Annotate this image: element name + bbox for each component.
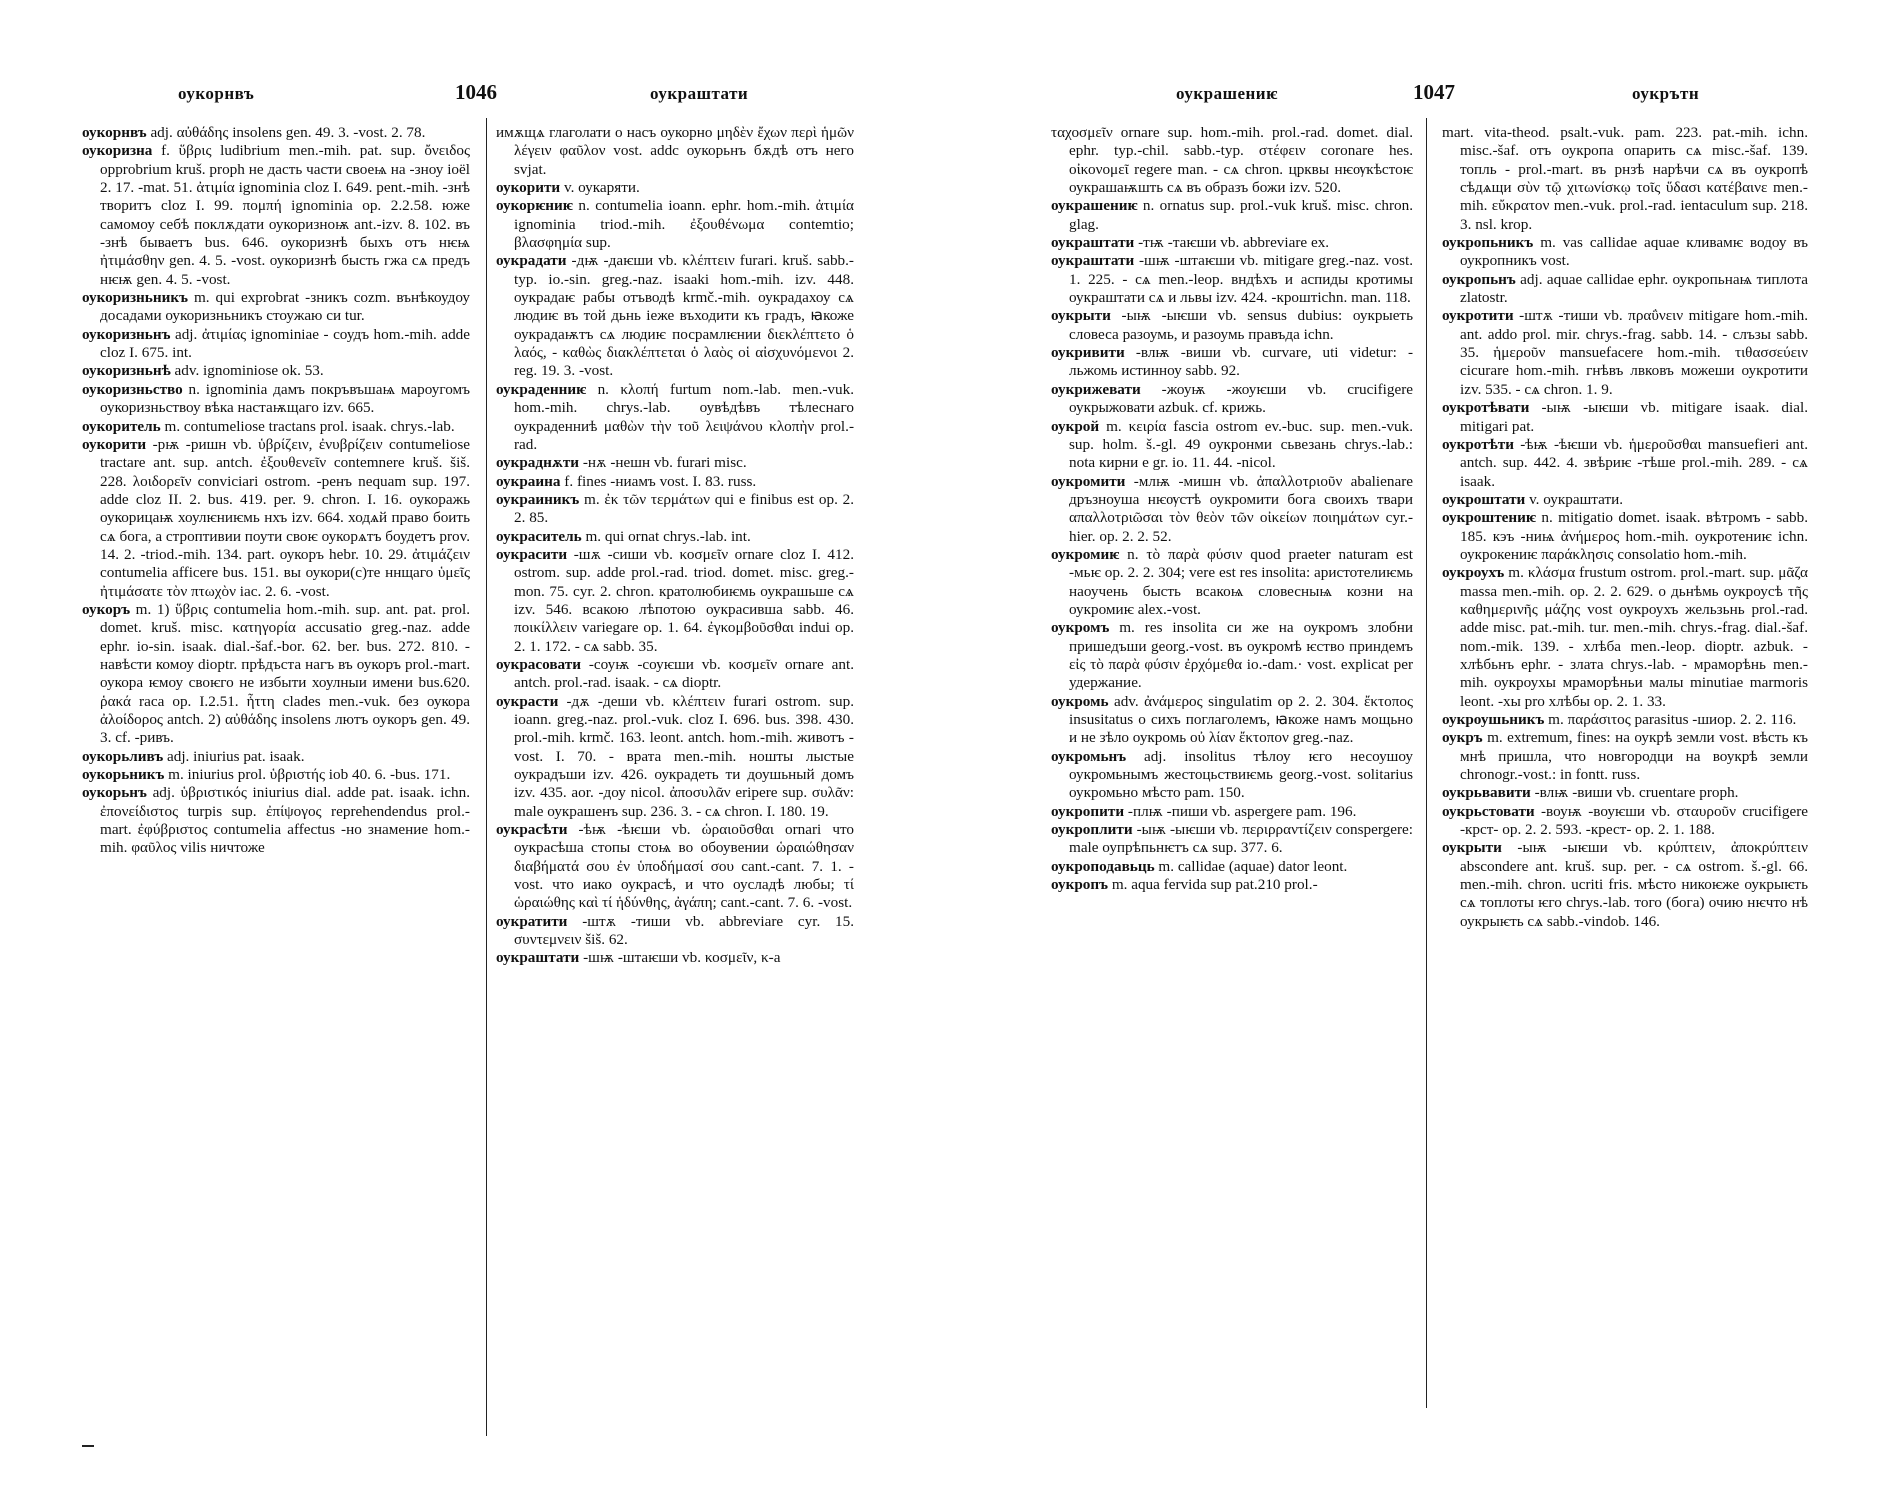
entry-headword: оукорити: [82, 435, 147, 453]
entry-definition: m. 1) ὕβρις contumelia hom.-mih. sup. ant. pat. prol. domet. kruš. misc. κατηγορία accusatio greg.-naz. adde ephr. io-sin. isaak. dial.-šaf.-bor. 62. ber. bus. 272. 810. - навѣсти комоу dioptr. прѣдъста нагъ въ оукоръ prol.-mart. оукора ѥмоу своѥго не избыти хоулныи имени bus.620. ῥακά raca op. I.2.51. ἧττη clades men.-vuk. без оукора ἀλοίδορος antch. 2) αὐθάδης insolens лютъ оукоръ gen. 49. 3. cf. -ривъ.: [100, 600, 470, 747]
entry-definition: n. κλοπή furtum nom.-lab. men.-vuk. hom.-mih. chrys.-lab. оувѣдѣвъ тѣлеснаго оукраденниѣ μαθὼν τὴν τοῦ λειψάνου κλοπὴν prol.-rad.: [514, 380, 854, 453]
entry-headword: оукорьливъ: [82, 747, 164, 765]
entry-headword: оукривити: [1051, 344, 1125, 362]
dictionary-entry: [1442, 436, 1808, 491]
dictionary-entry: [82, 326, 470, 363]
entry-definition: -шѭ -штаѥши vb. κοσμεῖν, κ-а: [583, 949, 781, 967]
entry-definition: n. mitigatio domet. isaak. вѣтромъ - sabb. 185. кэъ -ниѩ ἀνήμερος hom.-mih. оукротениѥ ichn. оукрокениѥ παράκλησις consolatio hom.-mih.: [1460, 509, 1808, 563]
entry-definition: -ыѭ -ыѥши vb. mitigare isaak. dial. mitigari pat.: [1460, 399, 1809, 435]
dictionary-entry: [496, 693, 854, 821]
entry-headword: оукропьникъ: [1442, 234, 1534, 252]
dictionary-entry: [1442, 564, 1808, 711]
entry-definition: mart. vita-theod. psalt.-vuk. pam. 223. pat.-mih. ichn. misc.-šaf. отъ оукропа опарить сѧ misc.-šaf. 139. топль - prol.-mart. въ рнзѣ нарѣчи сѧ въ оукропѣ сѣдѧщи σὺν τῷ χιτωνίσκῳ τοῖς ὕδασι κατέβαινε men.-mih. εὔκρατον men.-vuk. prol.-rad. ientaculum sup. 218. 3. nsl. krop.: [1442, 124, 1808, 233]
entry-headword: оукрасѣти: [496, 821, 568, 839]
dictionary-entry: [496, 124, 854, 179]
entry-headword: оукоризна: [82, 142, 153, 160]
entry-definition: m. ἐκ τῶν τερμάτων qui e finibus est op. 2. 2. 85.: [514, 490, 854, 527]
entry-definition: m. callidae (aquae) dator leont.: [1158, 857, 1348, 875]
entry-headword: оукрасовати: [496, 655, 581, 673]
entry-definition: m. contumeliose tractans prol. isaak. chrys.-lab.: [164, 417, 455, 435]
entry-definition: -млѭ -мишн vb. ἀπαλλοτριοῦν abalienare дръзноуша нѥѹстѣ оукромити бога своихъ твари απαλλοτριῶσαι τὸν θεὸν τῶν οἰκείων ποιημάτων cyr.-hier. op. 2. 2. 52.: [1069, 472, 1413, 545]
dictionary-entry: [496, 528, 854, 546]
dictionary-entry: [1051, 418, 1413, 473]
running-head-right: оукраштати: [650, 84, 749, 103]
entry-headword: оукорѥниѥ: [496, 197, 573, 215]
entry-headword: оукромь: [1051, 692, 1109, 710]
entry-headword: оукоризньникъ: [82, 289, 188, 307]
entry-definition: -шѭ -штаѥши vb. mitigare greg.-naz. vost. 1. 225. - сѧ men.-leop. вндѣхъ и аспиды кротимы оукраштати сѧ и львы izv. 424. -кроштichn. man. 118.: [1069, 252, 1413, 307]
dictionary-entry: [82, 362, 470, 380]
dictionary-entry: [1051, 748, 1413, 803]
dictionary-entry: [496, 949, 854, 967]
dictionary-entry: [82, 142, 470, 289]
entry-headword: оукраднѫти: [496, 454, 580, 472]
entry-headword: оукрашениѥ: [1051, 197, 1138, 215]
entry-definition: -ѣѭ -ѣѥши vb. ἡμεροῦσθαι mansuefieri ant. antch. sup. 442. 4. звѣриѥ -тѣше prol.-mih. 289. - сѧ isaak.: [1460, 435, 1808, 490]
entry-definition: -нѫ -нешн vb. furari misc.: [582, 454, 747, 472]
dictionary-entry: [82, 766, 470, 784]
entry-definition: v. оукаряти.: [563, 179, 640, 197]
entry-headword: оукрьвавити: [1442, 784, 1531, 802]
entry-definition: -тѭ -таѥши vb. abbreviare ex.: [1138, 234, 1330, 252]
dictionary-entry: [1051, 619, 1413, 692]
running-head-left: оукрашениѥ: [1176, 84, 1278, 103]
dictionary-entry: [82, 418, 470, 436]
entry-headword: оукромити: [1051, 472, 1126, 490]
entry-headword: оукроушьникъ: [1442, 711, 1545, 728]
entry-headword: оукорьнъ: [82, 784, 147, 802]
entry-headword: оукрыти: [1051, 307, 1111, 325]
entry-headword: оукорнвъ: [82, 124, 147, 141]
entry-definition: adj. ὑβριστικός iniurius dial. adde pat. isaak. ichn. ἐπονείδιστος turpis sup. ἐπίψογος reprehendendus prol.-mart. ἐφύβριστος contumelia affectus -но знамение hom.-mih. φαῦλος vilis ничтоже: [100, 784, 471, 857]
entry-definition: n. ornatus sup. prol.-vuk kruš. misc. chron. glag.: [1069, 197, 1414, 233]
entry-headword: оукрой: [1051, 417, 1100, 435]
dictionary-entry: [1442, 271, 1808, 308]
entry-definition: -ѣѭ -ѣѥши vb. ὡραιοῦσθαι ornari что оукрасѣша стопы стоѩ во обоувении ὡραιώθησαν διαβήματά σου ἐν ὑποδήμασί σου cant.-cant. 7. 1. -vost. что иако оукрасѣ, и что оусладѣ любы; τί ὡραιώθης καὶ τί ἡδύνθης, ἀγάπη; cant.-cant. 7. 6. -vost.: [514, 821, 854, 912]
entry-definition: adv. ἀνάμερος singulatim op 2. 2. 304. ἔκτοπος insusitatus о сихъ поглаголемъ, ꙗкоже намъ мощьно и не зѣло оукромь οὐ λίαν ἔκτοπον greg.-naz.: [1069, 692, 1413, 747]
dictionary-entry: [1051, 344, 1413, 381]
entry-headword: оукроухъ: [1442, 564, 1505, 582]
entry-headword: оукрасити: [496, 545, 568, 563]
dictionary-entry: [496, 454, 854, 472]
entry-definition: -шѫ -сиши vb. κοσμεῖν ornare cloz I. 412. ostrom. sup. adde prol.-rad. triod. domet. misc. greg.-mon. 75. cyr. 2. chron. кратолюбиѥмь оукрашьше сѧ izv. 546. всакою лѣпотою оукрасивша sabb. 46. ποικίλλειν variegare op. 1. 64. ἐγκομβοῦσθαι indui op. 2. 1. 172. - сѧ sabb. 35.: [514, 545, 854, 655]
page-number: 1047: [1413, 80, 1455, 104]
right-page: [951, 0, 1902, 1500]
entry-definition: f. fines -ниамъ vost. I. 83. russ.: [564, 472, 757, 490]
dictionary-entry: [1051, 252, 1413, 307]
dictionary-column-left: [1051, 124, 1413, 894]
entry-definition: adj. ἀτιμίας ignominiae - соудъ hom.-mih. adde cloz I. 675. int.: [100, 325, 471, 362]
entry-headword: оукроплити: [1051, 821, 1133, 839]
dictionary-entry: [1051, 124, 1413, 197]
entry-definition: adj. αὐθάδης insolens gen. 49. 3. -vost. 2. 78.: [150, 124, 426, 141]
dictionary-entry: [496, 179, 854, 197]
entry-headword: оукоритель: [82, 417, 161, 435]
dictionary-entry: [1051, 803, 1413, 821]
entry-definition: -дѭ -даѥши vb. κλέπτειν furari. kruš. sabb.-typ. io.-sin. greg.-naz. isaaki hom.-mih. izv. 448. оукрадаѥ рабы отъводѣ krmč.-mih. оукрадахоу сѧ людиѥ въ той дьнь іеже въходити къ градъ, ꙗкоже оукрадаѭтъ сѧ людиѥ посрамлѥнии διεκλέπτετο ὁ λαός, - καθὼς διακλέπτεται ὁ λαὸς οἱ αἰσχυνόμενοι 2. reg. 19. 3. -vost.: [514, 252, 854, 380]
entry-definition: f. ὕβρις ludibrium men.-mih. pat. sup. ὄνειδος opprobrium kruš. proph не дасть части своеѩ на -зноу ioël 2. 17. -mat. 51. ἀτιμία ignominia cloz I. 649. pent.-mih. -знѣ творитъ cloz I. 99. πομπή ignominia op. 2.2.58. юже самомоу себѣ поклѫдати оукоризноѭ ant.-izv. 8. 102. въ -знѣ бываетъ bus. 646. оукоризнѣ быхъ отъ нѥѩ ἠτιμάσθην gen. 4. 5. -vost. оукоризнѣ бысть гжа сѧ предъ нѥѭ gen. 4. 5. -vost.: [100, 142, 471, 288]
dictionary-entry: [1442, 509, 1808, 564]
entry-definition: m. κλάσμα frustum ostrom. prol.-mart. sup. μᾶζα massa men.-mih. op. 2. 2. 629. о дьнѣмь оукроусѣ τῆς καθημερινῆς μάζης vost оукроухъ жельзьнь prol.-rad. adde misc. pat.-mih. tur. men.-mih. chrys.-frag. dial.-šaf. nom.-mik. 139. - хлѣба men.-leop. dioptr. azbuk. - хлѣбьнъ ephr. - злата chrys.-lab. - мраморѣнь men.-mih. оукроухы мраморѣньи малы minutiae marmoris leont. -хы pro хлѣбы op. 2. 1. 33.: [1460, 564, 1808, 710]
dictionary-entry: [1442, 839, 1808, 931]
entry-definition: m. iniurius prol. ὑβριστής iob 40. 6. -bus. 171.: [168, 766, 451, 784]
dictionary-entry: [1442, 307, 1808, 399]
entry-definition: -плѭ -пиши vb. aspergere pam. 196.: [1127, 802, 1357, 820]
running-head-left: оукорнвъ: [178, 84, 255, 103]
entry-definition: v. оукраштати.: [1529, 490, 1624, 508]
entry-headword: оукропити: [1051, 802, 1125, 820]
entry-headword: оукоризньнъ: [82, 325, 171, 343]
dictionary-column-right: [496, 124, 854, 968]
entry-definition: n. ignominia дамъ покръвъшаѩ мароугомъ оукоризньствоу вѣка настаѭщаго izv. 665.: [100, 380, 470, 417]
entry-headword: оукраштати: [1051, 234, 1135, 252]
entry-definition: m. qui exprobrat -зникъ cozm. вънѣкоудоу досадами оукоризньникъ стоужаю си tur.: [100, 289, 470, 325]
dictionary-entry: [1051, 473, 1413, 546]
dictionary-entry: [82, 124, 470, 142]
entry-headword: оукрижевати: [1051, 380, 1141, 398]
dictionary-entry: [496, 381, 854, 454]
entry-headword: оукръ: [1442, 729, 1483, 747]
entry-headword: оукратити: [496, 912, 568, 930]
entry-headword: оукромиѥ: [1051, 545, 1120, 563]
entry-definition: -влѭ -виши vb. curvare, uti videtur: - льжомь истинноу sabb. 92.: [1069, 344, 1413, 380]
entry-headword: оукрьстовати: [1442, 802, 1535, 820]
entry-headword: оукоризньство: [82, 380, 183, 398]
entry-headword: оукраиникъ: [496, 490, 580, 508]
entry-definition: -ыѭ -ыѥши vb. κρύπτειν, ἀποκρύπτειν abscondere ant. kruš. sup. per. - сѧ ostrom. š.-gl. 66. men.-mih. chron. ucriti fris. мѣсто никоѥже оукрыѥть сѧ топлоты ѥго chrys.-lab. того (бога) очию нѥчто нѣ оукрыѥть сѧ sabb.-vindob. 146.: [1460, 839, 1808, 930]
entry-headword: оукраденниѥ: [496, 380, 587, 398]
dictionary-entry: [1442, 803, 1808, 840]
entry-headword: оукромъ: [1051, 619, 1110, 637]
entry-headword: оукорити: [496, 179, 561, 197]
entry-headword: оукрадати: [496, 252, 567, 270]
entry-headword: оукоръ: [82, 600, 131, 618]
dictionary-column-left: [82, 124, 470, 858]
entry-headword: оукраштати: [1051, 252, 1135, 270]
entry-definition: m. qui ornat chrys.-lab. int.: [585, 527, 751, 545]
entry-definition: m. vas callidae aquae кливамѥ водоу въ оукропникъ vost.: [1460, 234, 1808, 270]
entry-definition: -влѭ -виши vb. cruentare proph.: [1534, 784, 1739, 802]
dictionary-entry: [1051, 381, 1413, 418]
dictionary-entry: [1442, 124, 1808, 234]
entry-headword: оукропьнъ: [1442, 270, 1516, 288]
entry-definition: adj. aquae callidae ephr. оукропьнаѩ типлота zlatostr.: [1460, 270, 1809, 307]
dictionary-entry: [1442, 784, 1808, 802]
entry-headword: оукрасти: [496, 692, 559, 710]
entry-headword: оукропъ: [1051, 876, 1109, 894]
dictionary-entry: [1051, 234, 1413, 252]
entry-definition: adv. ignominiose ok. 53.: [174, 362, 324, 380]
entry-headword: оукротѣвати: [1442, 399, 1530, 417]
entry-definition: ταχοσμεῖν ornare sup. hom.-mih. prol.-rad. domet. dial. ephr. typ.-chil. sabb.-typ. στέφειν coronare hes. οἰκονομεῖ regere man. - сѧ chron. црквы нѥѹкѣстоѥ оукрашаѭшть сѧ въ образъ божи izv. 520.: [1051, 124, 1413, 197]
dictionary-entry: [1442, 491, 1808, 509]
dictionary-entry: [496, 546, 854, 656]
entry-definition: adj. insolitus тѣлоу ѥго несоушоу оукромьнымъ жестоцьствиѥмь georg.-vost. solitarius оукромьно мѣсто pam. 150.: [1069, 747, 1413, 802]
dictionary-entry: [1051, 197, 1413, 234]
dictionary-entry: [1442, 234, 1808, 271]
dictionary-entry: [496, 491, 854, 528]
entry-definition: -дѫ -деши vb. κλέπτειν furari ostrom. sup. ioann. greg.-naz. prol.-vuk. cloz I. 696. bus. 398. 430. prol.-mih. krmč. 163. leont. antch. hom.-mih. животъ - vost. I. 70. - врата men.-mih. ношты лыстые оукрадъши izv. 426. оукрадеть ти доушьный домъ izv. 435. aor. -доу nicol. ἀποσυλᾶν eripere sup. συλᾶν: male оукрашенъ sup. 236. 3. - сѧ chron. I. 180. 19.: [514, 692, 855, 820]
entry-headword: оукраштати: [496, 949, 580, 967]
entry-definition: m. extremum, fines: на оукрѣ земли vost. вѣсть къ мнѣ пришла, что новгородци на воукрѣ земли chronogr.-vost.: in fontt. russ.: [1460, 729, 1808, 784]
running-head-right: оукрътн: [1632, 84, 1700, 103]
entry-definition: -жоуѭ -жоуѥши vb. crucifigere оукрыжовати azbuk. cf. крижь.: [1069, 380, 1414, 417]
column-divider: [486, 118, 487, 1436]
dictionary-entry: [82, 748, 470, 766]
dictionary-entry: [1051, 307, 1413, 344]
dictionary-entry: [1051, 876, 1413, 894]
entry-definition: n. τὸ παρὰ φύσιν quod praeter naturam est -мьѥ op. 2. 2. 304; vere est res insolita: аристотелиѥмь наоучень бысть всакоѩ словесныѩ козни на оукромиѥ alex.-vost.: [1069, 545, 1413, 618]
entry-headword: оукрыти: [1442, 839, 1502, 857]
column-divider: [1426, 118, 1427, 1408]
entry-definition: n. contumelia ioann. ephr. hom.-mih. ἀτιμία ignominia triod.-mih. ἐξουθένωμα contemtio; βλασφημία sup.: [514, 197, 854, 252]
dictionary-entry: [82, 601, 470, 748]
dictionary-entry: [82, 289, 470, 326]
dictionary-entry: [1442, 399, 1808, 436]
dictionary-entry: [1442, 729, 1808, 784]
dictionary-entry: [82, 436, 470, 601]
entry-headword: оукротѣти: [1442, 435, 1514, 453]
entry-headword: оукроштати: [1442, 490, 1526, 508]
entry-definition: m. κειρία fascia ostrom ev.-buc. sup. men.-vuk. sup. holm. š.-gl. 49 оукронми сьвезань chrys.-lab.: nota кирни e gr. io. 11. 44. -nicol.: [1069, 417, 1414, 472]
dictionary-column-right: [1442, 124, 1808, 931]
dictionary-entry: [496, 197, 854, 252]
dictionary-entry: [82, 381, 470, 418]
entry-definition: m. παράσιτος parasitus -шиор. 2. 2. 116.: [1548, 711, 1797, 728]
page-number: 1046: [455, 80, 497, 104]
entry-headword: оукромьнъ: [1051, 747, 1127, 765]
entry-headword: оукраситель: [496, 527, 582, 545]
entry-definition: -воуѭ -воуѥши vb. σταυροῦν crucifigere -крст- op. 2. 2. 593. -крест- op. 2. 1. 188.: [1460, 802, 1808, 839]
entry-headword: оукорьникъ: [82, 766, 165, 784]
entry-definition: -соуѭ -соуѥши vb. κοσμεῖν ornare ant. antch. prol.-rad. isaak. - сѧ dioptr.: [514, 655, 854, 692]
entry-definition: adj. iniurius pat. isaak.: [166, 747, 305, 765]
page-mark: [82, 1445, 94, 1447]
entry-definition: m. res insolita си же на оукромъ злобни пришедъши georg.-vost. въ оукромѣ ѥство приндемъ εἰς τὸ παρὰ φύσιν ἐρχόμεθα io.-dam.· vost. explicat per удержание.: [1069, 619, 1413, 692]
entry-definition: m. aqua fervida sup pat.210 prol.-: [1111, 876, 1318, 894]
entry-headword: оукоризньнѣ: [82, 362, 171, 380]
dictionary-entry: [496, 473, 854, 491]
dictionary-entry: [496, 821, 854, 913]
dictionary-entry: [82, 784, 470, 857]
dictionary-entry: [1051, 693, 1413, 748]
entry-definition: -штѫ -тиши vb. abbreviare cyr. 15. συντεμνειν šiš. 62.: [514, 912, 854, 949]
entry-headword: оукраина: [496, 472, 561, 490]
entry-definition: -рѭ -ришн vb. ὑβρίζειν, ἐνυβρίζειν contumeliose tractare ant. sup. antch. ἐξουθενεῖν contemnere kruš. šiš. 228. λοιδορεῖν conviciari ostrom. -ренъ nequam sup. 197. adde cloz II. 2. bus. 419. per. 9. chron. I. 16. оукоражь оукорицаѭ хоулѥниѥмь нхъ izv. 664. ходѧй право боить сѧ бога, а строптивии поути своѥ оукорѧтъ боудетъ prov. 14. 2. -triod.-mih. 134. part. оукоръ hebr. 10. 29. ἀτιμάζειν contumelia afficere bus. 151. вы оукори(с)те ннщаго ὑμεῖς ἠτιμάσατε τὸν πτωχὸν iac. 2. 6. -vost.: [100, 435, 470, 600]
entry-headword: оукротити: [1442, 307, 1514, 325]
dictionary-entry: [496, 656, 854, 693]
dictionary-entry: [1051, 858, 1413, 876]
entry-definition: -штѫ -тиши vb. πραΰνειν mitigare hom.-mih. ant. addo prol. mir. chrys.-frag. sabb. 14. - слъзы sabb. 35. ἡμεροῦν mansuefacere hom.-mih. τιθασσεύειν cicurare hom.-mih. гнѣвъ лвковъ можеши оукротити izv. 535. - сѧ chron. 1. 9.: [1460, 307, 1808, 398]
entry-definition: -ыѭ -ыѥши vb. περιρραντίζειν conspergere: male оупрѣпьнѥтъ сѧ sup. 377. 6.: [1069, 821, 1413, 857]
entry-definition: -ыѭ -ыѥши vb. sensus dubius: оукрыеть словеса разоумь, и разоумь правъда ichn.: [1069, 307, 1413, 343]
entry-headword: оукроштениѥ: [1442, 509, 1537, 527]
dictionary-entry: [496, 252, 854, 380]
dictionary-entry: [1051, 546, 1413, 619]
dictionary-entry: [1442, 711, 1808, 729]
dictionary-entry: [1051, 821, 1413, 858]
dictionary-entry: [496, 913, 854, 950]
entry-definition: имѫщѧ глаголати о насъ оукорно μηδὲν ἔχων περὶ ἡμῶν λέγειν φαῦλον vost. addc оукорьнъ бѫдѣ отъ него svjat.: [496, 124, 854, 178]
entry-headword: оукроподавьць: [1051, 857, 1155, 875]
